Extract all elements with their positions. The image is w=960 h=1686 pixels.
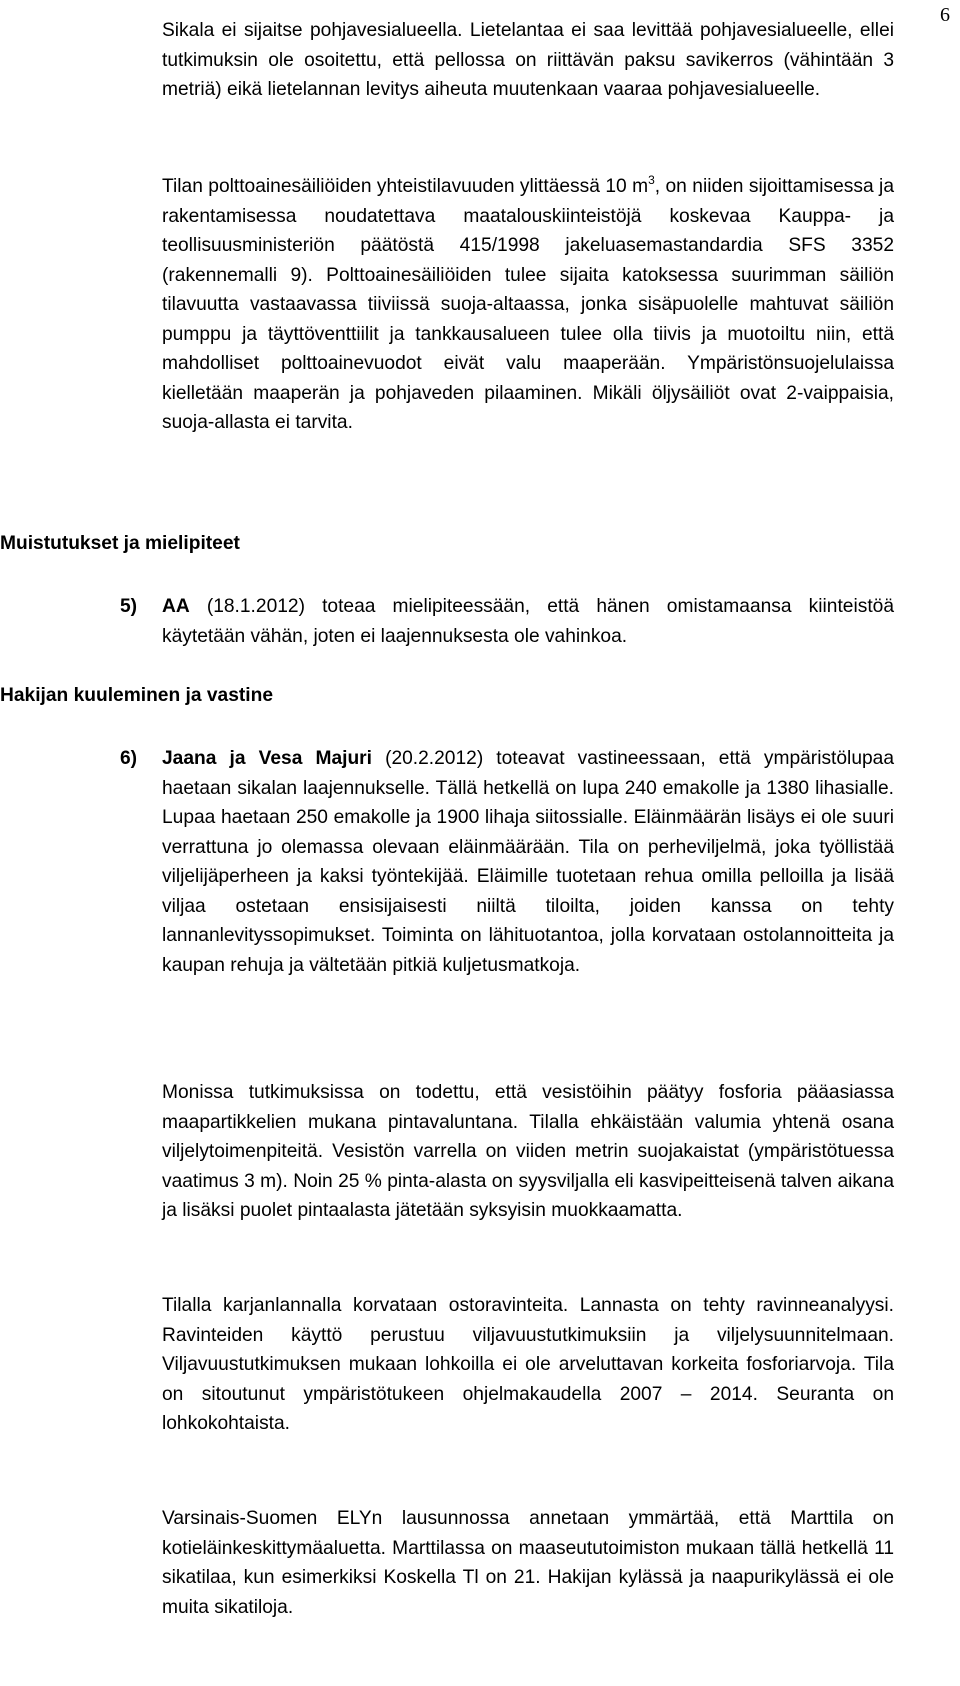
objection-text: [162, 592, 894, 651]
objection-item-5: [120, 592, 894, 651]
item-number-6: 6): [120, 748, 138, 769]
objector-name: AA: [162, 596, 190, 617]
fuel-tanks-text-rest: , on niiden sijoittamisessa ja rakentamisessa noudatettava maatalouskiinteistöjä koskevaa Kauppa- ja teollisuusministeriön päätöstä 415/1998 jakeluasemastandardia SFS 3352 (rakennemalli 9). Polttoainesäiliöiden tulee sijaita katoksessa suurimman säiliön tilavuutta vastaavassa tiiviissä suoja-altaassa, jonka sisäpuolelle mahtuvat säiliön pumppu ja täyttöventtiilit ja tankkausalueen tulee olla tiivis ja muotoiltu niin, että mahdolliset polttoainevuodot eivät valu maaperään. Ympäristönsuojelulaissa kielletään maaperän ja pohjaveden pilaaminen. Mikäli öljysäiliöt ovat 2-vaippaisia, suoja-allasta ei tarvita.: [162, 176, 894, 433]
heading-applicant-response: Hakijan kuuleminen ja vastine: [0, 685, 273, 706]
paragraph-groundwater: Sikala ei sijaitse pohjavesialueella. Lietelantaa ei saa levittää pohjavesialueelle, ellei tutkimuksin ole osoitettu, että pellossa on riittävän paksu savikerros (vähintään 3 metriä) eikä lietelannan levitys aiheuta muutenkaan vaaraa pohjavesialueelle.: [162, 20, 894, 100]
page-number: 6: [940, 4, 950, 26]
paragraph-fuel-tanks: [162, 172, 894, 438]
response-body: (20.2.2012) toteavat vastineessaan, että ympäristölupaa haetaan sikalan laajennukselle. Tällä hetkellä on lupa 240 emakolle ja 1380 lihasialle. Lupaa haetaan 250 emakolle ja 1900 lihaja siitossialle. Eläinmäärän lisäys ei ole suuri verrattuna jo olemassa olevaan eläinmäärään. Tila on perheviljelmä, joka työllistää viljelijäperheen ja kaksi työntekijää. Eläimille tuotetaan rehua omilla pelloilla ja lisää viljaa ostetaan ensisijaisesti niiltä tiloilta, joiden kanssa on tehty lannanlevityssopimukset. Toiminta on lähituotantoa, jolla korvataan ostolannoitteita ja kaupan rehuja ja vältetään pitkiä kuljetusmatkoja.: [162, 748, 894, 976]
item-number-5: 5): [120, 596, 138, 617]
objection-body: (18.1.2012) toteaa mielipiteessään, että hänen omistamaansa kiinteistöä käytetään vähän, joten ei laajennuksesta ole vahinkoa.: [162, 596, 894, 647]
heading-objections: Muistutukset ja mielipiteet: [0, 533, 240, 554]
paragraph-manure: Tilalla karjanlannalla korvataan ostoravinteita. Lannasta on tehty ravinneanalyysi. Ravinteiden käyttö perustuu viljavuustutkimuksiin ja viljelysuunnitelmaan. Viljavuustutkimuksen mukaan lohkoilla ei ole arveluttavan korkeita fosforiarvoja. Tila on sitoutunut ympäristötukeen ohjelmakaudella 2007 – 2014. Seuranta on lohkokohtaista.: [162, 1295, 894, 1434]
superscript-3: 3: [648, 173, 655, 187]
applicant-name: Jaana ja Vesa Majuri: [162, 748, 372, 769]
paragraph-phosphorus: Monissa tutkimuksissa on todettu, että vesistöihin päätyy fosforia pääasiassa maapartikkelien mukana pintavaluntana. Tilalla ehkäistään valumia yhtenä osana viljelytoimenpiteitä. Vesistön varrella on viiden metrin suojakaistat (ympäristötuessa vaatimus 3 m). Noin 25 % pinta-alasta on syysviljalla eli kasvipeitteisenä talven aikana ja lisäksi puolet pintaalasta jätetään syksyisin muokkaamatta.: [162, 1082, 894, 1221]
fuel-tanks-text-start: Tilan polttoainesäiliöiden yhteistilavuuden ylittäessä 10 m: [162, 176, 649, 197]
response-text: [162, 744, 894, 980]
paragraph-ely-statement: Varsinais-Suomen ELYn lausunnossa annetaan ymmärtää, että Marttila on kotieläinkeskittymäaluetta. Marttilassa on maaseututoimiston mukaan tällä hetkellä 11 sikatilaa, kun esimerkiksi Koskella Tl on 21. Hakijan kylässä ja naapurikylässä ei ole muita sikatiloja.: [162, 1508, 894, 1618]
response-item-6: [120, 744, 894, 980]
